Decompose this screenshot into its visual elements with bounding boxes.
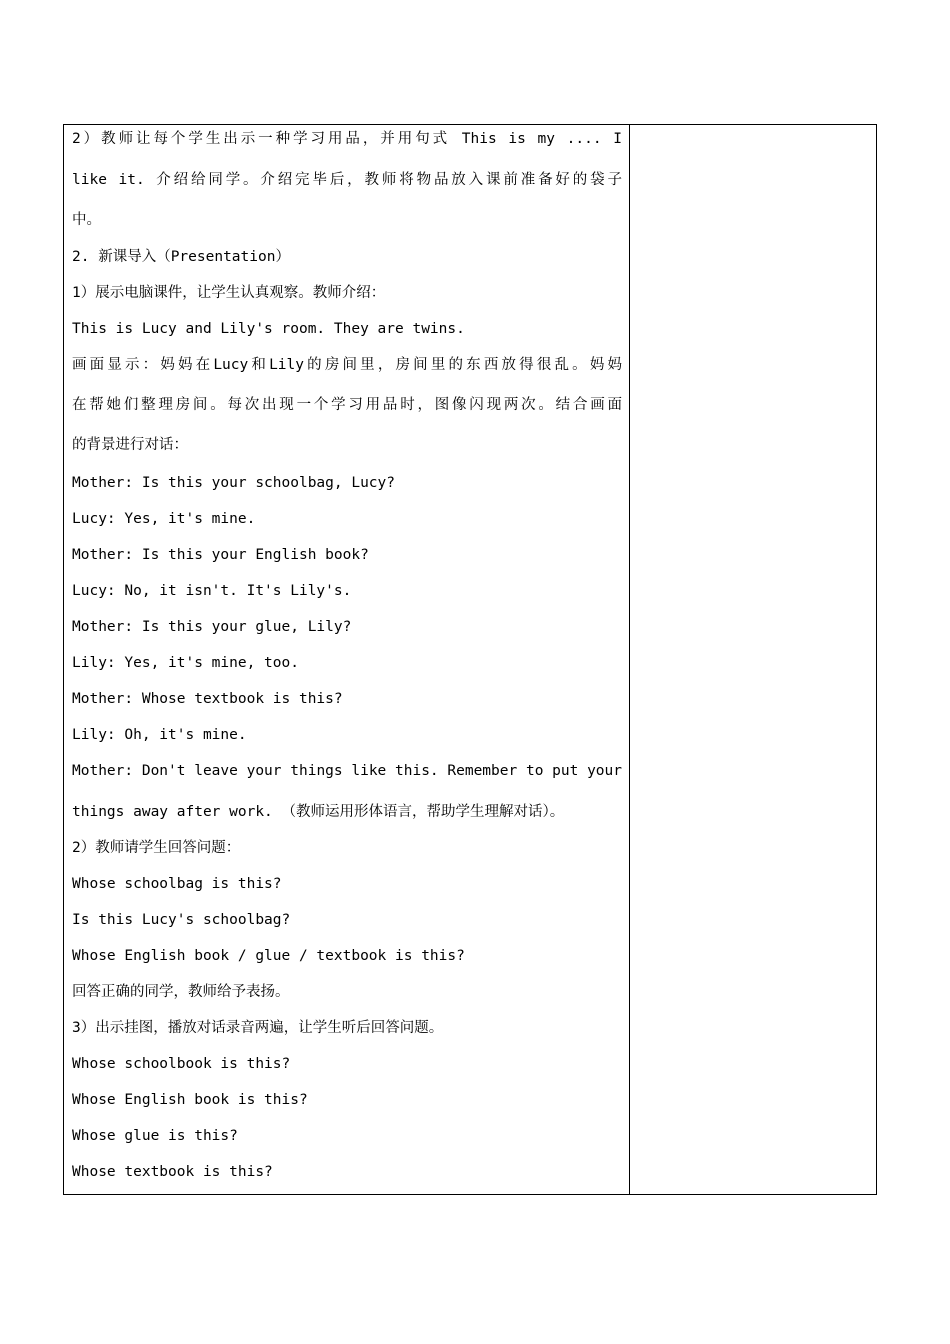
- text-line: 1）展示电脑课件，让学生认真观察。教师介绍：: [72, 285, 386, 301]
- text-line: things away after work. （教师运用形体语言，帮助学生理解对话）。: [72, 804, 565, 820]
- text-line: Lily: Oh, it's mine.: [72, 727, 247, 743]
- text-line: Whose English book is this?: [72, 1092, 308, 1108]
- lesson-table: [63, 124, 877, 1195]
- text-line: 3）出示挂图，播放对话录音两遍，让学生听后回答问题。: [72, 1020, 444, 1036]
- text-line: Whose schoolbook is this?: [72, 1056, 291, 1072]
- text-line: Mother: Is this your glue, Lily?: [72, 619, 352, 635]
- text-line: Whose schoolbag is this?: [72, 876, 282, 892]
- text-line: Mother: Don't leave your things like this. Remember to put your: [72, 763, 622, 779]
- text-line: Mother: Whose textbook is this?: [72, 691, 343, 707]
- text-line: Mother: Is this your schoolbag, Lucy?: [72, 475, 396, 491]
- text-line: Whose English book / glue / textbook is this?: [72, 948, 465, 964]
- lesson-content-cell: [64, 125, 630, 1194]
- text-line: 在帮她们整理房间。每次出现一个学习用品时，图像闪现两次。结合画面: [72, 397, 622, 413]
- notes-cell: [630, 125, 876, 1194]
- text-line: 中。: [72, 212, 101, 228]
- text-line: 画面显示：妈妈在Lucy和Lily的房间里，房间里的东西放得很乱。妈妈: [72, 357, 622, 373]
- text-line: like it. 介绍给同学。介绍完毕后，教师将物品放入课前准备好的袋子: [72, 172, 622, 188]
- text-line: Whose glue is this?: [72, 1128, 238, 1144]
- text-line: Lucy: No, it isn't. It's Lily's.: [72, 583, 352, 599]
- text-line: Lucy: Yes, it's mine.: [72, 511, 256, 527]
- text-line: 2）教师请学生回答问题：: [72, 840, 241, 856]
- text-line: Is this Lucy's schoolbag?: [72, 912, 291, 928]
- text-line: 2）教师让每个学生出示一种学习用品，并用句式 This is my .... I: [72, 131, 622, 147]
- text-line: Whose textbook is this?: [72, 1164, 273, 1180]
- text-line: 回答正确的同学，教师给予表扬。: [72, 984, 290, 1000]
- text-line: 2. 新课导入（Presentation）: [72, 249, 290, 265]
- text-line: Mother: Is this your English book?: [72, 547, 369, 563]
- text-line: This is Lucy and Lily's room. They are twins.: [72, 321, 465, 337]
- text-line: 的背景进行对话：: [72, 437, 188, 453]
- text-line: Lily: Yes, it's mine, too.: [72, 655, 299, 671]
